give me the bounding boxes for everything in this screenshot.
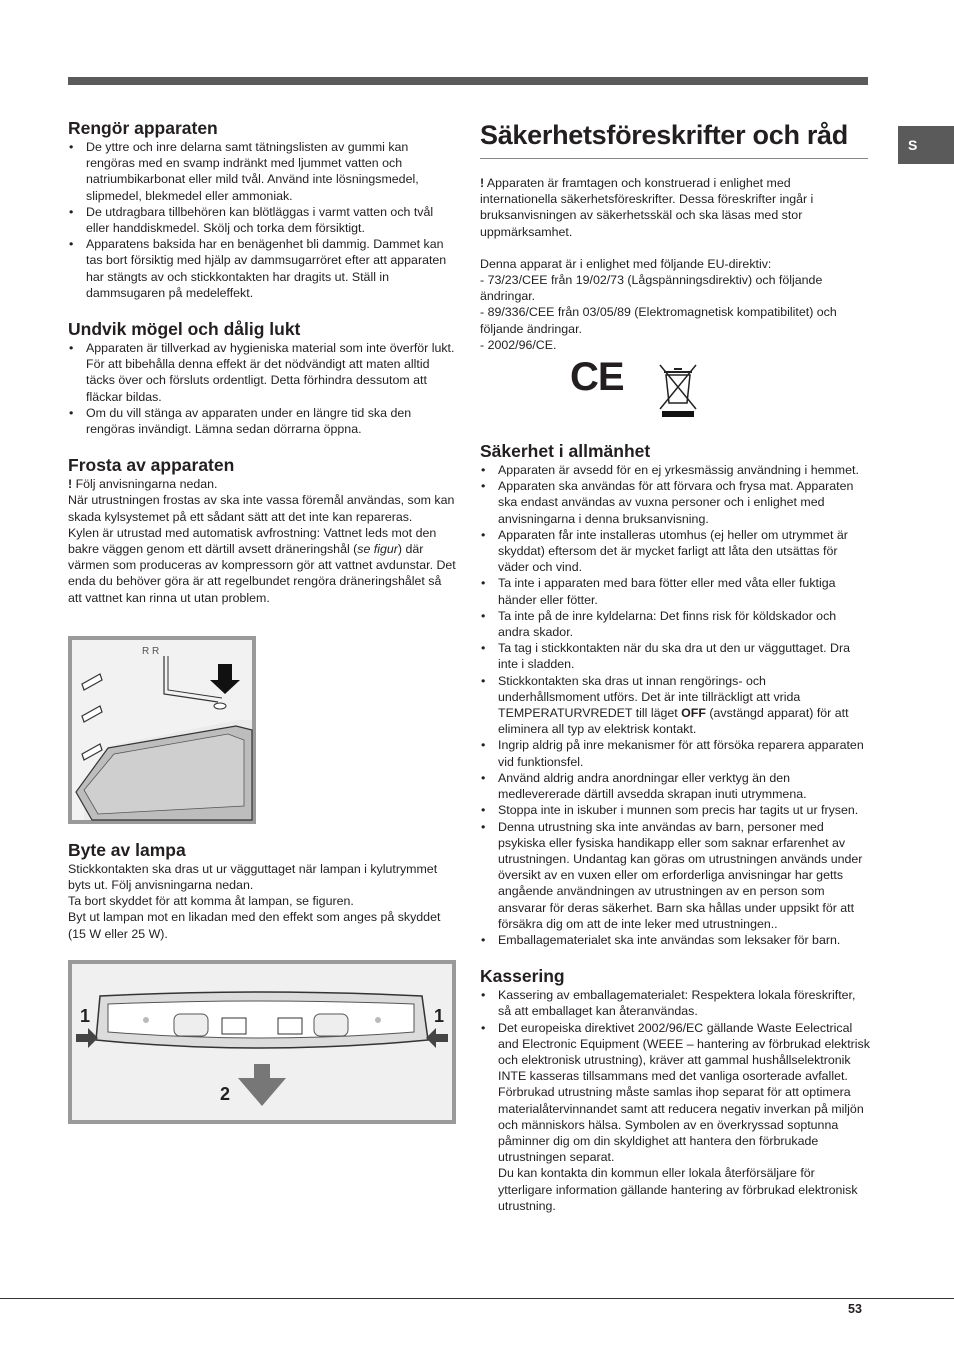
defrost-drain-figure <box>68 636 256 824</box>
figure-label-left: 1 <box>80 1005 91 1026</box>
ce-mark: CE <box>570 355 624 400</box>
off-label: OFF <box>681 706 706 721</box>
defrost-heading: Frosta av apparaten <box>68 455 235 476</box>
defrost-paragraph-2 <box>68 525 456 606</box>
list-item <box>480 1020 870 1214</box>
clean-list <box>68 139 456 301</box>
list-item: • Ta inte i apparaten med bara fötter eller med våta eller fuktiga händer eller fötter. <box>480 575 870 607</box>
list-item: • Stoppa inte in iskuber i munnen som precis har tagits ut ur frysen. <box>480 802 870 818</box>
safety-heading: Säkerhet i allmänhet <box>480 441 651 462</box>
list-item: • Ta tag i stickkontakten när du ska dra ut den ur vägguttaget. Dra inte i sladden. <box>480 640 870 672</box>
list-item: • Apparatens baksida har en benägenhet bli dammig. Dammet kan tas bort försiktig med hjälp av dammsugarröret efter att apparaten har stängts av och stickkontakten har dragits ut. Ställ in dammsugaren på medeleffekt. <box>68 236 456 301</box>
list-item: • Apparaten är tillverkad av hygieniska material som inte överför lukt. För att bibehålla denna effekt är det nödvändigt att maten alltid täcks över och försluts ordentligt. Detta förhindra dessutom att fläckar bildas. <box>68 340 456 405</box>
list-item-text: Det europeiska direktivet 2002/96/EC gällande Waste Eelectrical and Electronic Equipment (WEEE – hantering av förbrukad elektrisk och elektronisk utrustning), kräver att gammal hushållselektronik INTE kasseras tillsammans med det vanliga osorterade avfallet. Förbrukad utrustning måste samlas ihop separat för att optimera materialåtervinnandet samt att reducera negativ inverkan på miljön och människors hälsa. Symbolen av en överkryssad soptunna påminner dig om din skyldighet att hantera den förbrukade utrustningen separat. <box>498 1020 870 1165</box>
list-item: • De utdragbara tillbehören kan blötläggas i varmt vatten och tvål eller handdiskmedel. Skölj och torka dem försiktigt. <box>68 204 456 236</box>
list-item-text: (avstängd apparat) för att eliminera all typ av elektrisk kontakt. <box>498 706 849 737</box>
list-item: • Emballagematerialet ska inte användas som leksaker för barn. <box>480 932 870 948</box>
figure-label-bottom: 2 <box>220 1083 231 1104</box>
lamp-paragraph-2: Ta bort skyddet för att komma åt lampan, se figuren. <box>68 894 354 909</box>
disposal-heading: Kassering <box>480 966 565 987</box>
page-number: 53 <box>848 1302 862 1316</box>
figure-reference: se figur <box>357 542 398 557</box>
list-item: • Kassering av emballagematerialet: Respektera lokala föreskrifter, så att emballaget kan återanvändas. <box>480 987 870 1019</box>
language-tab: S <box>898 126 954 164</box>
mould-heading: Undvik mögel och dålig lukt <box>68 319 301 340</box>
warning-mark: ! <box>480 176 485 190</box>
list-item-text: Du kan kontakta din kommun eller lokala återförsäljare för ytterligare information gällande hantering av förbrukad elektronisk utrustning. <box>498 1166 858 1213</box>
list-item: • Ta inte på de inre kyldelarna: Det finns risk för köldskador och andra skador. <box>480 608 870 640</box>
list-item-text: Stickkontakten ska dras ut innan rengörings- och underhållsmoment utförs. Det är inte tillräckligt att vrida TEMPERATURVREDET till läget <box>498 673 801 721</box>
safety-intro-text: Apparaten är framtagen och konstruerad i enlighet med internationella säkerhetsföreskrifter. Dessa föreskrifter ingår i bruksanvisningen av säkerhetsskäl och ska läsas med stor uppmärksamhet. <box>480 176 814 239</box>
footer-rule <box>0 1298 954 1299</box>
list-item <box>480 673 870 738</box>
top-rule <box>68 77 868 85</box>
left-column <box>68 118 456 1124</box>
list-item: • Ingrip aldrig på inre mekanismer för att försöka reparera apparaten vid funktionsfel. <box>480 737 870 769</box>
mould-list <box>68 340 456 437</box>
lamp-paragraph-3: Byt ut lampan mot en likadan med den effekt som anges på skyddet (15 W eller 25 W). <box>68 910 441 941</box>
compliance-symbols <box>570 355 870 423</box>
defrost-intro <box>68 476 456 492</box>
right-column <box>480 118 870 1214</box>
list-item: • Denna utrustning ska inte användas av barn, personer med psykiska eller fysiska handikapp eller som saknar erfarenhet av utrustningen. Undantag kan göras om utrustningen används under översikt av en vuxen eller om erforderliga anvisningar har getts angående användningen av utrustningen av en person som ansvarar för deras säkerhet. Barn ska hållas under uppsikt för att försäkra dig om att de inte leker med utrustningen.. <box>480 819 870 932</box>
page-title: Säkerhetsföreskrifter och råd <box>480 120 848 150</box>
list-item: • Apparaten är avsedd för en ej yrkesmässig användning i hemmet. <box>480 462 870 478</box>
svg-text:R R: R R <box>142 645 160 657</box>
eu-line: - 2002/96/CE. <box>480 337 557 352</box>
defrost-text: ) där värmen som produceras av kompressorn gör att vattnet avdunstar. Det enda du behöver göra är att regelbundet rengöra dräneringshålet så att vattnet kan rinna ut utan problem. <box>68 542 456 605</box>
list-item: • Om du vill stänga av apparaten under en längre tid ska den rengöras invändigt. Lämna sedan dörrarna öppna. <box>68 405 456 437</box>
list-item: • Använd aldrig andra anordningar eller verktyg än den medlevererade därtill avsedda skrapan inuti utrymmena. <box>480 770 870 802</box>
figure-label-right: 1 <box>434 1005 445 1026</box>
title-block <box>480 118 868 159</box>
defrost-text: Kylen är utrustad med automatisk avfrostning: Vattnet leds mot den bakre väggen genom ett därtill avsett dräneringshål ( <box>68 525 437 557</box>
lamp-heading: Byte av lampa <box>68 839 186 860</box>
eu-line: - 73/23/CEE från 19/02/73 (Lågspänningsdirektiv) och följande ändringar. <box>480 273 823 304</box>
warning-mark: ! <box>68 477 73 492</box>
lamp-cover-figure <box>68 960 456 1124</box>
defrost-intro-text: Följ anvisningarna nedan. <box>72 477 218 492</box>
safety-list <box>480 462 870 948</box>
lamp-paragraph-1: Stickkontakten ska dras ut ur vägguttaget när lampan i kylutrymmet byts ut. Följ anvisningarna nedan. <box>68 861 438 893</box>
crossed-bin-icon <box>658 363 698 419</box>
list-item: • De yttre och inre delarna samt tätningslisten av gummi kan rengöras med en svamp indränkt med ljummet vatten och natriumbikarbonat eller mild tvål. Använd inte lösningsmedel, slipmedel, blekmedel eller ammoniak. <box>68 139 456 204</box>
clean-heading: Rengör apparaten <box>68 118 218 138</box>
defrost-paragraph-1: När utrustningen frostas av ska inte vassa föremål användas, som kan skada kylsystemet på ett sådant sätt att det inte kan repareras. <box>68 493 455 524</box>
safety-intro <box>480 175 870 240</box>
eu-line: - 89/336/CEE från 03/05/89 (Elektromagnetisk kompatibilitet) och följande ändringar. <box>480 305 837 336</box>
eu-line: Denna apparat är i enlighet med följande EU-direktiv: <box>480 256 772 271</box>
list-item: • Apparaten ska användas för att förvara och frysa mat. Apparaten ska endast användas av vuxna personer och i enlighet med anvisningarna i denna bruksanvisning. <box>480 478 870 527</box>
disposal-list <box>480 987 870 1214</box>
list-item: • Apparaten får inte installeras utomhus (ej heller om utrymmet är skyddat) eftersom det är mycket farligt att låta den utsättas för väder och vind. <box>480 527 870 576</box>
